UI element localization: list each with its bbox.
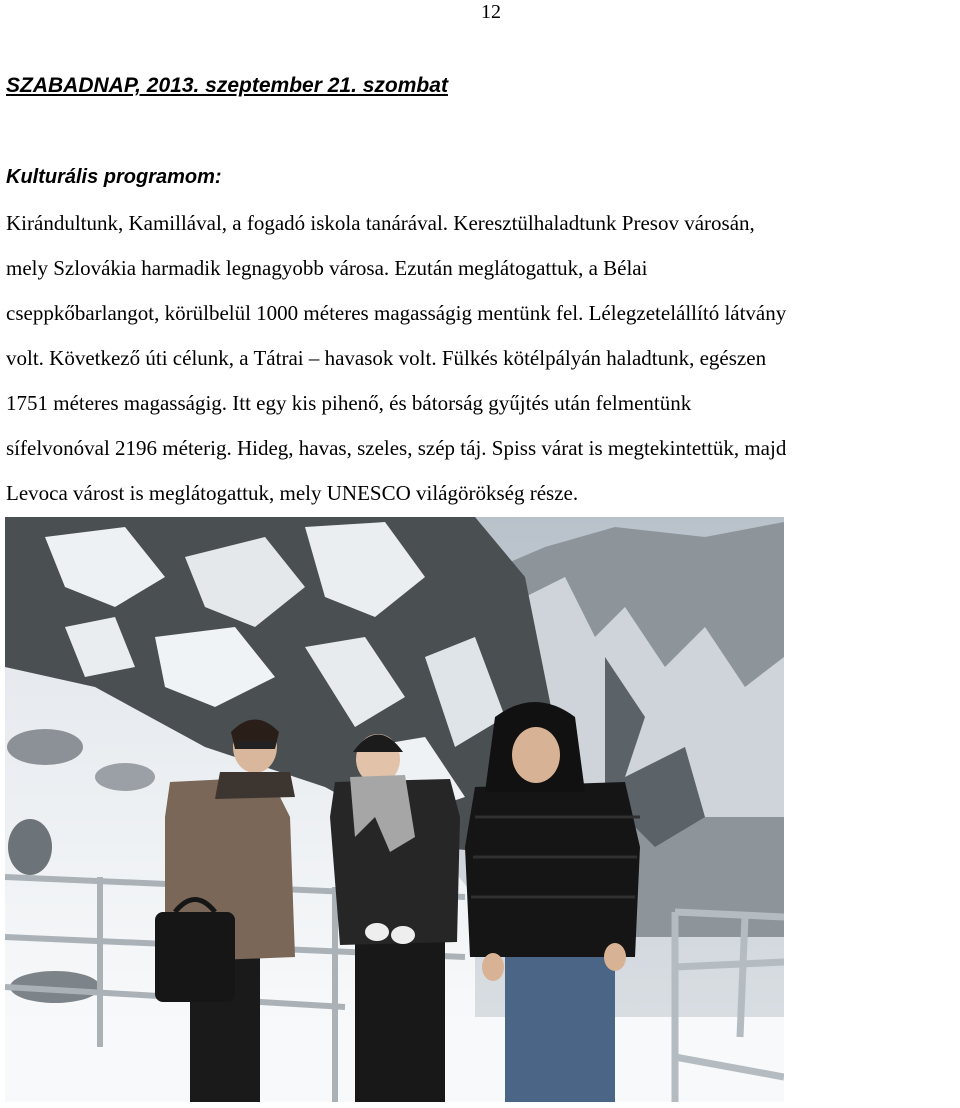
section-subheading: Kulturális programom: (6, 166, 222, 188)
paragraph-line: Levoca várost is meglátogattuk, mely UNESCO világörökség része. (6, 481, 579, 505)
paragraph-line: cseppkőbarlangot, körülbelül 1000 méteres magasságig mentünk fel. Lélegzetelállító látvány (6, 301, 787, 325)
page-title: SZABADNAP, 2013. szeptember 21. szombat (6, 74, 448, 97)
body-paragraph (6, 208, 960, 523)
paragraph-line: mely Szlovákia harmadik legnagyobb városa. Ezután meglátogattuk, a Bélai (6, 256, 648, 280)
mountain-group-photo (5, 517, 784, 1102)
paragraph-line: sífelvonóval 2196 méterig. Hideg, havas, szeles, szép táj. Spiss várat is megtekintettük, majd (6, 436, 787, 460)
page-number: 12 (481, 1, 501, 23)
paragraph-line: Kirándultunk, Kamillával, a fogadó iskola tanárával. Keresztülhaladtunk Presov városán, (6, 211, 755, 235)
paragraph-line: volt. Következő úti célunk, a Tátrai – havasok volt. Fülkés kötélpályán haladtunk, egészen (6, 346, 767, 370)
paragraph-line: 1751 méteres magasságig. Itt egy kis pihenő, és bátorság gyűjtés után felmentünk (6, 391, 692, 415)
